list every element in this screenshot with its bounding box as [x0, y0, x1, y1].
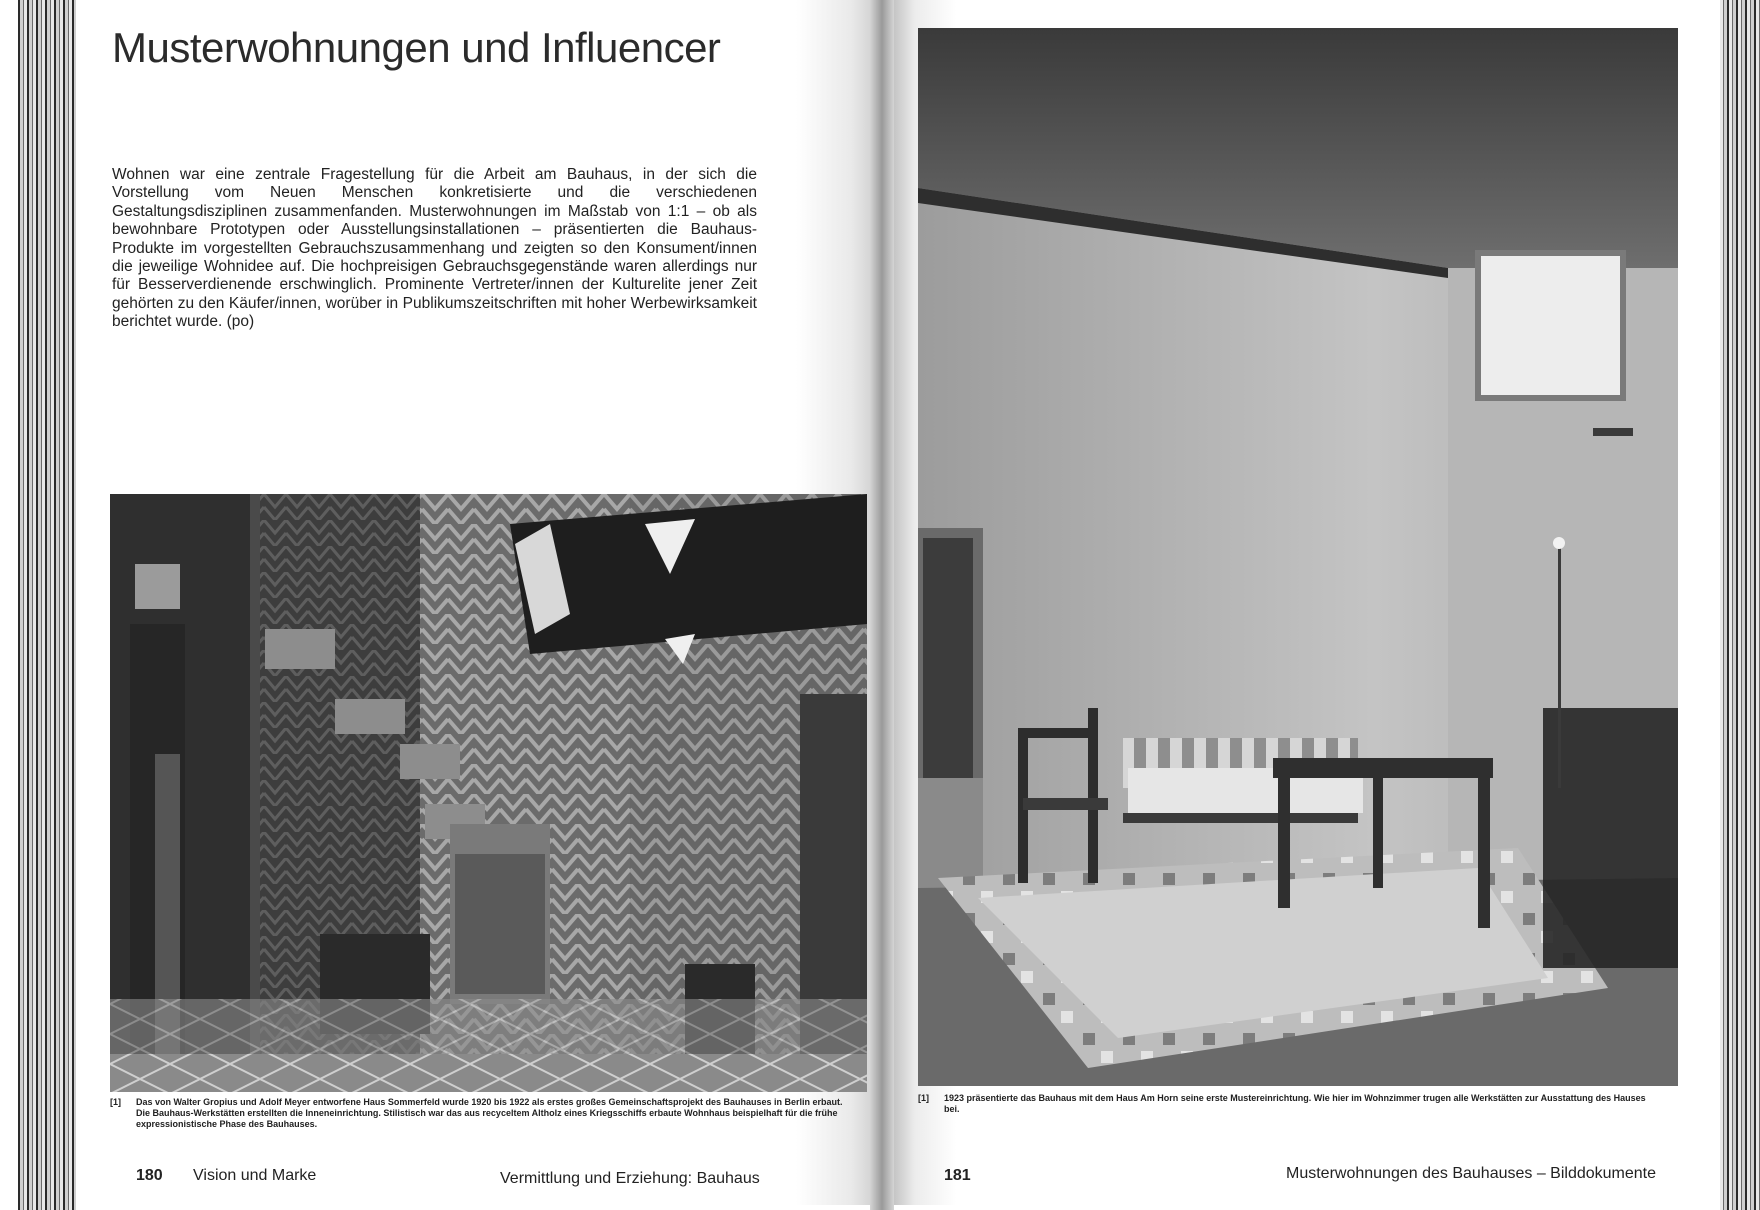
- caption-text: Das von Walter Gropius und Adolf Meyer entworfene Haus Sommerfeld wurde 1920 bis 1922 als erstes großes Gemeinschaftsprojekt des Bauhauses in Berlin erbaut. Die Bauhaus-Werkstätten erstellten die Inneneinrichtung. Stilistisch war das aus recyceltem Altholz eines Kriegsschiffs erbaute Wohnhaus beispielhaft für die frühe expressionistische Phase des Bauhauses.: [136, 1097, 843, 1129]
- intro-paragraph: Wohnen war eine zentrale Fragestellung für die Arbeit am Bauhaus, in der sich die Vorstellung vom Neuen Menschen konkretisierte und die verschiedenen Gestaltungsdisziplinen zusammenfanden. Musterwohnungen im Maßstab von 1:1 – ob als bewohnbare Prototypen oder Ausstellungsinstallationen – präsentierten die Bauhaus-Produkte im vorgestellten Gebrauchszusammenhang und zeigten so den Konsument/innen die jeweilige Wohnidee auf. Die hochpreisigen Gebrauchsgegenstände waren allerdings nur für Besserverdienende erschwinglich. Prominente Vertreter/innen der Kulturelite jener Zeit gehörten zu den Käufer/innen, worüber in Publikumszeitschriften mit hoher Werbewirksamkeit berichtet wurde. (po): [112, 166, 757, 331]
- running-header-right: Musterwohnungen des Bauhauses – Bilddokumente: [1286, 1165, 1657, 1182]
- caption-number: [1]: [110, 1097, 121, 1107]
- book-edge-right: [1720, 0, 1760, 1210]
- page-number-right: 181: [944, 1167, 971, 1184]
- book-gutter: [870, 0, 894, 1210]
- photo-caption-right: [918, 1093, 1658, 1115]
- caption-number: [1]: [918, 1093, 929, 1103]
- photo-caption-left: [110, 1097, 845, 1130]
- book-edge-left: [18, 0, 76, 1210]
- page-title: Musterwohnungen und Influencer: [112, 24, 721, 71]
- section-title: Vision und Marke: [193, 1167, 317, 1184]
- haus-sommerfeld-photo: [110, 494, 867, 1092]
- caption-text: 1923 präsentierte das Bauhaus mit dem Haus Am Horn seine erste Mustereinrichtung. Wie hier im Wohnzimmer trugen alle Werkstätten zur Ausstattung des Hauses bei.: [944, 1093, 1646, 1114]
- haus-am-horn-photo: [918, 28, 1678, 1086]
- running-header-left: Vermittlung und Erziehung: Bauhaus: [500, 1170, 760, 1187]
- page-number-left: 180: [136, 1167, 163, 1184]
